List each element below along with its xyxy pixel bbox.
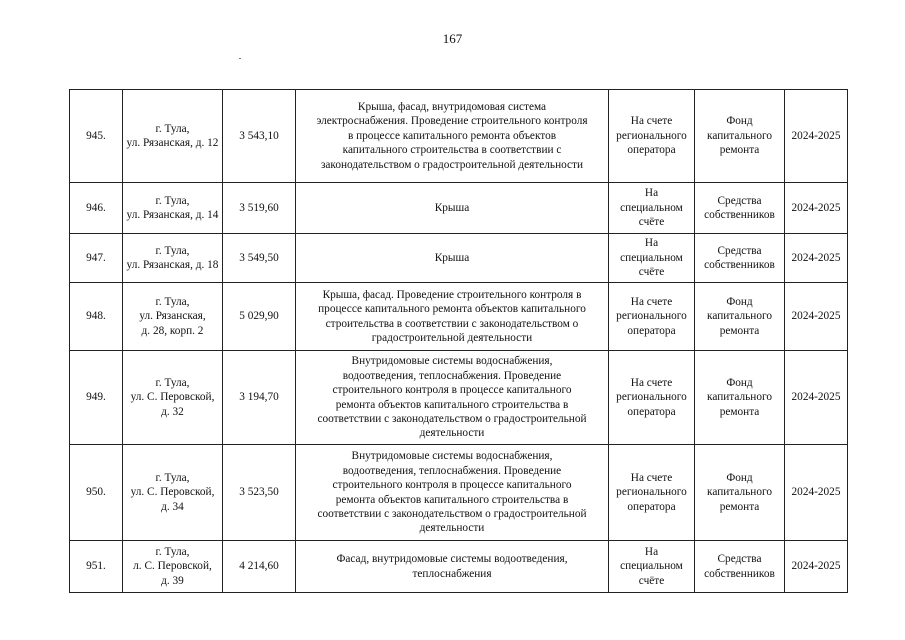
cost-cell: 3 519,60 [223, 183, 296, 234]
works-cell: Крыша, фасад. Проведение строительного контроля в процессе капитального ремонта объектов капитального строительства в соответствии с законодательством о градостроительной деятельности [296, 283, 609, 351]
funding-source-cell: Средства собственников [695, 541, 785, 593]
address-cell: г. Тула, ул. Рязанская, д. 18 [123, 234, 223, 283]
works-cell: Крыша [296, 183, 609, 234]
repair-schedule-table [69, 89, 848, 593]
row-number: 946. [70, 183, 123, 234]
account-cell: На счете регионального оператора [609, 90, 695, 183]
row-number: 948. [70, 283, 123, 351]
period-cell: 2024-2025 [785, 90, 848, 183]
table-row [70, 234, 848, 283]
table-row [70, 283, 848, 351]
account-cell: На специальном счёте [609, 234, 695, 283]
page-number: 167 [442, 31, 463, 46]
period-cell: 2024-2025 [785, 283, 848, 351]
period-cell: 2024-2025 [785, 445, 848, 541]
address-cell: г. Тула, ул. Рязанская, д. 12 [123, 90, 223, 183]
cost-cell: 3 194,70 [223, 351, 296, 445]
works-cell: Внутридомовые системы водоснабжения, водоотведения, теплоснабжения. Проведение строительного контроля в процессе капитального ремонта объектов капитального строительства в соответствии с законодательством о градостроительной деятельности [296, 351, 609, 445]
works-cell: Внутридомовые системы водоснабжения, водоотведения, теплоснабжения. Проведение строительного контроля в процессе капитального ремонта объектов капитального строительства в соответствии с законодательством о градостроительной деятельности [296, 445, 609, 541]
period-cell: 2024-2025 [785, 541, 848, 593]
account-cell: На счете регионального оператора [609, 445, 695, 541]
address-cell: г. Тула, ул. С. Перовской, д. 34 [123, 445, 223, 541]
row-number: 945. [70, 90, 123, 183]
table-row [70, 183, 848, 234]
row-number: 951. [70, 541, 123, 593]
account-cell: На специальном счёте [609, 183, 695, 234]
funding-source-cell: Средства собственников [695, 234, 785, 283]
cost-cell: 5 029,90 [223, 283, 296, 351]
works-cell: Крыша, фасад, внутридомовая система электроснабжения. Проведение строительного контроля в процессе капитального ремонта объектов капитального строительства в соответствии с законодательством о градостроительной деятельности [296, 90, 609, 183]
cost-cell: 3 543,10 [223, 90, 296, 183]
account-cell: На счете регионального оператора [609, 283, 695, 351]
table-row [70, 541, 848, 593]
address-cell: г. Тула, ул. Рязанская, д. 14 [123, 183, 223, 234]
cost-cell: 4 214,60 [223, 541, 296, 593]
row-number: 947. [70, 234, 123, 283]
cost-cell: 3 523,50 [223, 445, 296, 541]
works-cell: Крыша [296, 234, 609, 283]
address-cell: г. Тула, ул. С. Перовской, д. 32 [123, 351, 223, 445]
account-cell: На счете регионального оператора [609, 351, 695, 445]
funding-source-cell: Фонд капитального ремонта [695, 90, 785, 183]
table-row [70, 445, 848, 541]
funding-source-cell: Средства собственников [695, 183, 785, 234]
table-row [70, 90, 848, 183]
address-cell: г. Тула, ул. Рязанская, д. 28, корп. 2 [123, 283, 223, 351]
address-cell: г. Тула, л. С. Перовской, д. 39 [123, 541, 223, 593]
row-number: 949. [70, 351, 123, 445]
funding-source-cell: Фонд капитального ремонта [695, 351, 785, 445]
period-cell: 2024-2025 [785, 351, 848, 445]
table-row [70, 351, 848, 445]
funding-source-cell: Фонд капитального ремонта [695, 283, 785, 351]
cost-cell: 3 549,50 [223, 234, 296, 283]
works-cell: Фасад, внутридомовые системы водоотведения, теплоснабжения [296, 541, 609, 593]
scan-speck [239, 58, 241, 59]
period-cell: 2024-2025 [785, 234, 848, 283]
row-number: 950. [70, 445, 123, 541]
period-cell: 2024-2025 [785, 183, 848, 234]
account-cell: На специальном счёте [609, 541, 695, 593]
funding-source-cell: Фонд капитального ремонта [695, 445, 785, 541]
